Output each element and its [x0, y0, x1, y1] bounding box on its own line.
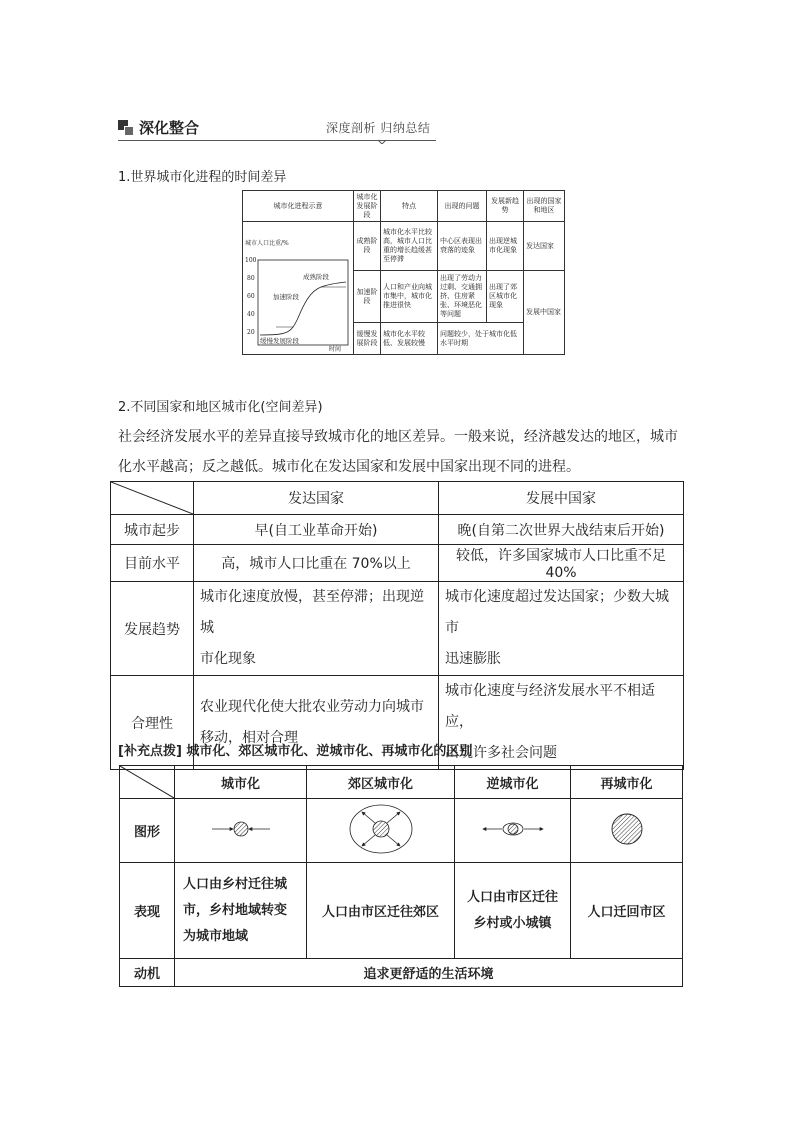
urbanization-inflow-icon	[206, 814, 276, 844]
t3-show-reurbanization: 人口迁回市区	[571, 863, 683, 959]
counter-urbanization-outflow-icon	[478, 814, 548, 844]
t1-header-trend: 发展新趋势	[487, 191, 524, 222]
urbanization-stage-table	[242, 190, 565, 355]
section2-title: 2.不同国家和地区城市化(空间差异)	[118, 400, 323, 415]
t1-region-developed: 发达国家	[524, 222, 565, 271]
header-divider	[118, 140, 436, 141]
t2-trend-developed-line2: 市化现象	[200, 651, 256, 667]
t1-header-stage: 城市化发展阶段	[354, 191, 381, 222]
supplement-title: [补充点拨] 城市化、郊区城市化、逆城市化、再城市化的区别	[118, 744, 473, 759]
t3-figure-counter-urbanization	[455, 799, 571, 863]
t2-row-label-rationality: 合理性	[111, 676, 194, 770]
section2-paragraph-line1: 社会经济发展水平的差异直接导致城市化的地区差异。一般来说，经济越发达的地区，城市	[118, 429, 678, 445]
t2-trend-developing-line2: 迅速膨胀	[445, 651, 501, 667]
t3-figure-urbanization	[175, 799, 307, 863]
country-comparison-table	[110, 481, 684, 770]
chart-ytick-20: 20	[247, 329, 255, 336]
t1-problem-mature: 中心区表现出衰落的迹象	[438, 222, 487, 271]
t2-corner-cell	[111, 482, 194, 515]
t2-row-label-start: 城市起步	[111, 515, 194, 545]
t2-start-developed: 早(自工业革命开始)	[194, 515, 439, 545]
t2-start-developing: 晚(自第二次世界大战结束后开始)	[439, 515, 684, 545]
t2-rationality-developing	[439, 676, 684, 770]
t1-stage-slow: 缓慢发展阶段	[354, 323, 381, 355]
section1-title: 1.世界城市化进程的时间差异	[118, 170, 287, 185]
t3-motive: 追求更舒适的生活环境	[175, 959, 683, 987]
t2-header-developed: 发达国家	[194, 482, 439, 515]
t1-problem-slow: 问题较少，处于城市化低水平时期	[438, 323, 524, 355]
t3-row-label-figure: 图形	[120, 799, 175, 863]
t2-rationality-developed-line1: 农业现代化使大批农业劳动力向城市	[200, 698, 424, 715]
chart-ytick-80: 80	[247, 275, 255, 282]
t3-show-urbanization-line3: 为城市地域	[183, 928, 249, 944]
diagonal-line	[120, 766, 174, 798]
chart-ylabel: 城市人口比重/%	[245, 240, 289, 247]
t1-trend-mature: 出现逆城市化现象	[487, 222, 524, 271]
t1-feature-mature: 城市化水平比较高，城市人口比重的增长趋缓甚至停滞	[381, 222, 438, 271]
urbanization-curve-chart	[243, 223, 353, 353]
t3-show-suburbanization: 人口由市区迁往郊区	[307, 863, 455, 959]
t1-stage-accelerate: 加速阶段	[354, 271, 381, 323]
reurbanization-circle-icon	[607, 809, 647, 849]
t3-figure-reurbanization	[571, 799, 683, 863]
t1-trend-accelerate: 出现了郊区城市化现象	[487, 271, 524, 323]
t3-show-urbanization	[175, 863, 307, 959]
t1-header-problem: 出现的问题	[438, 191, 487, 222]
section-header-icon	[118, 120, 134, 136]
t1-problem-accelerate: 出现了劳动力过剩、交通拥挤、住房紧张、环境恶化等问题	[438, 271, 487, 323]
chart-label-accelerate: 加速阶段	[273, 293, 299, 301]
t1-header-region: 出现的国家和地区	[524, 191, 565, 222]
suburbanization-outflow-icon	[346, 802, 416, 856]
t2-level-developed: 高，城市人口比重在 70%以上	[194, 545, 439, 582]
t2-trend-developed	[194, 582, 439, 676]
chart-label-slow: 缓慢发展阶段	[260, 337, 299, 345]
t3-show-urbanization-line2: 市，乡村地域转变	[183, 902, 288, 918]
t2-trend-developing-line1: 城市化速度超过发达国家；少数大城市	[445, 589, 669, 636]
t1-header-chart: 城市化进程示意	[243, 191, 354, 222]
t2-row-label-level: 目前水平	[111, 545, 194, 582]
divider-notch	[378, 136, 386, 144]
t1-stage-mature: 成熟阶段	[354, 222, 381, 271]
section2-paragraph-line2: 化水平越高；反之越低。城市化在发达国家和发展中国家出现不同的进程。	[118, 459, 580, 475]
chart-ytick-60: 60	[247, 293, 255, 300]
t2-trend-developed-line1: 城市化速度放慢，甚至停滞；出现逆城	[200, 589, 424, 636]
t3-header-reurbanization: 再城市化	[571, 766, 683, 799]
chart-xlabel: 时间	[329, 346, 342, 353]
t1-header-feature: 特点	[381, 191, 438, 222]
t3-show-counter-urbanization	[455, 863, 571, 959]
t2-level-developing: 较低，许多国家城市人口比重不足 40%	[439, 545, 684, 582]
t2-rationality-developing-line2: 出现许多社会问题	[445, 745, 557, 761]
t3-header-suburbanization: 郊区城市化	[307, 766, 455, 799]
t3-corner-cell	[120, 766, 175, 799]
t3-header-counter-urbanization: 逆城市化	[455, 766, 571, 799]
section-header-title: 深化整合	[139, 119, 200, 137]
section-header-subtitle: 深度剖析 归纳总结	[326, 121, 431, 135]
t3-show-counter-line1: 人口由市区迁往	[466, 889, 558, 905]
urbanization-types-table	[119, 765, 683, 987]
t2-rationality-developing-line1: 城市化速度与经济发展水平不相适应，	[445, 683, 655, 730]
t3-figure-suburbanization	[307, 799, 455, 863]
t3-header-urbanization: 城市化	[175, 766, 307, 799]
t3-row-label-show: 表现	[120, 863, 175, 959]
t2-row-label-trend: 发展趋势	[111, 582, 194, 676]
t2-trend-developing	[439, 582, 684, 676]
t1-feature-slow: 城市化水平较低、发展较慢	[381, 323, 438, 355]
chart-ytick-100: 100	[245, 257, 257, 264]
t2-header-developing: 发展中国家	[439, 482, 684, 515]
t2-rationality-developed-line2: 移动，相对合理	[200, 729, 298, 746]
t1-region-developing: 发展中国家	[524, 271, 565, 355]
chart-ytick-40: 40	[247, 311, 255, 318]
t3-show-counter-line2: 乡村或小城镇	[473, 915, 552, 931]
t3-show-urbanization-line1: 人口由乡村迁往城	[183, 876, 288, 892]
t3-row-label-motive: 动机	[120, 959, 175, 987]
chart-label-mature: 成熟阶段	[303, 273, 329, 281]
t1-chart-cell	[243, 222, 354, 355]
chart-curve	[260, 282, 346, 335]
diagonal-line	[111, 482, 193, 514]
t1-feature-accelerate: 人口和产业向城市集中，城市化推进很快	[381, 271, 438, 323]
